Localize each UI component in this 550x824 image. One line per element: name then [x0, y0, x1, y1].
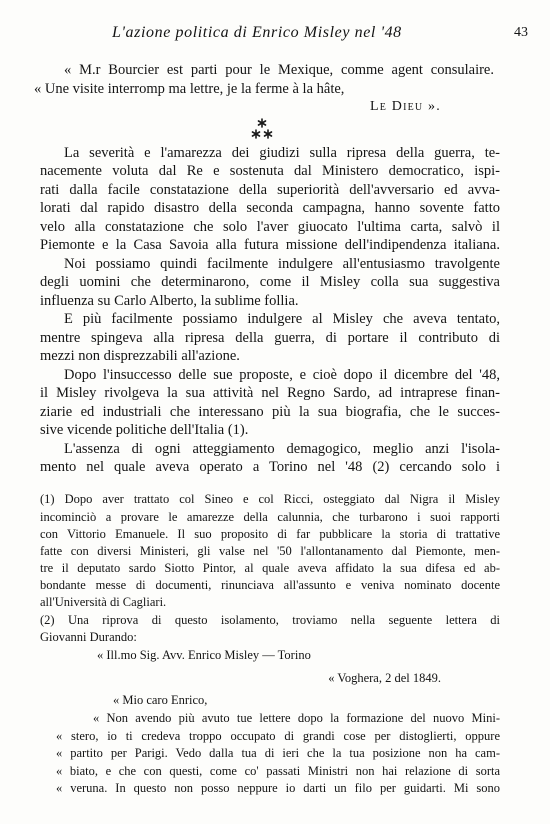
footnote-line: tre il deputato sardo Siotto Pintor, al quale aveva affidato la sua difesa ed ab- [40, 561, 500, 575]
body-line: sive vicende politiche dell'Italia (1). [40, 422, 249, 438]
page-number: 43 [514, 25, 528, 40]
asterism-ornament-icon [249, 117, 275, 143]
footnote-line: (1) Dopo aver trattato col Sineo e col Ricci, osteggiato dal Nigra il Misley [40, 492, 500, 506]
running-title: L'azione politica di Enrico Misley nel '48 [112, 24, 402, 41]
body-line: ziarie ed industriali che interessano più la sua biografia, che le succes- [40, 404, 500, 420]
quoted-letter-dateline: « Voghera, 2 del 1849. [328, 671, 441, 685]
body-line: velo alla constatazione che solo l'aver giuocato l'ultima carta, salvò il [40, 219, 500, 235]
footnote-line: (2) Una riprova di questo isolamento, troviamo nella seguente lettera di [40, 613, 500, 627]
body-line: degli uomini che determinarono, come il Misley colla sua suggestiva [40, 274, 500, 290]
body-line: Piemonte e la Casa Savoia alla futura missione dell'indipendenza italiana. [40, 237, 500, 253]
body-line: Dopo l'insuccesso delle sue proposte, e cioè dopo il dicembre del '48, [64, 367, 500, 383]
body-line: L'assenza di ogni atteggiamento demagogico, meglio anzi l'isola- [64, 441, 500, 457]
footnote-line: con Vittorio Emanuele. Il suo proposito di far pubblicare la storia di trattative [40, 527, 500, 541]
body-line: E più facilmente possiamo indulgere al Misley che aveva tentato, [64, 311, 500, 327]
footnote-line: Giovanni Durando: [40, 630, 137, 644]
quoted-letter-line: « biato, e che con questi, come co' passati Ministri non hai relazione di sorta [56, 764, 500, 778]
body-line: rati dalla facile constatazione della superiorità dell'avversario ed avva- [40, 182, 500, 198]
letter-excerpt-line: « Une visite interromp ma lettre, je la ferme à la hâte, [34, 81, 345, 97]
body-line: influenza su Carlo Alberto, la sublime follia. [40, 293, 299, 309]
body-line: lorati dal rapido disastro della seconda campagna, hanno sovente fatto [40, 200, 500, 216]
letter-signature: Le Dieu ». [370, 99, 441, 114]
footnote-line: incominciò a provare le amarezze della calunnia, che turbarono i suoi rapporti [40, 510, 500, 524]
footnote-line: fatte con diversi Ministeri, gli valse nel '50 l'allontanamento dal Piemonte, men- [40, 544, 500, 558]
quoted-letter-salutation: « Mio caro Enrico, [113, 693, 208, 707]
body-line: mento nel quale aveva operato a Torino nel '48 (2) cercando solo i [40, 459, 500, 475]
letter-excerpt-line: « M.r Bourcier est parti pour le Mexique, comme agent consulaire. [64, 62, 494, 78]
quoted-letter-line: « partito per Parigi. Vedo dalla tua di ieri che la tua posizione non ha cam- [56, 746, 500, 760]
quoted-letter-line: « veruna. In questo non posso neppure io darti un filo per guidarti. Mi sono [56, 781, 500, 795]
body-line: mezzi non disprezzabili all'azione. [40, 348, 240, 364]
footnote-line: bondante messe di documenti, rinunciava all'assunto e veniva nominato docente [40, 578, 500, 592]
body-line: nacemente voluta dal Re e sostenuta dal Ministero democratico, ispi- [40, 163, 500, 179]
body-line: Noi possiamo quindi facilmente indulgere all'entusiasmo travolgente [64, 256, 500, 272]
body-line: mentre spingeva alla ripresa della guerra, di portare il contributo di [40, 330, 500, 346]
body-line: il Misley rivolgeva la sua attività nel Regno Sardo, ad intraprese finan- [40, 385, 500, 401]
footnote-line: all'Università di Cagliari. [40, 595, 167, 609]
body-line: La severità e l'amarezza dei giudizi sulla ripresa della guerra, te- [64, 145, 500, 161]
quoted-letter-address: « Ill.mo Sig. Avv. Enrico Misley — Torino [97, 648, 311, 662]
quoted-letter-line: « stero, io ti credeva troppo occupato di grandi cose per distoglierti, oppure [56, 729, 500, 743]
quoted-letter-line: « Non avendo più avuto tue lettere dopo la formazione del nuovo Mini- [93, 711, 500, 725]
